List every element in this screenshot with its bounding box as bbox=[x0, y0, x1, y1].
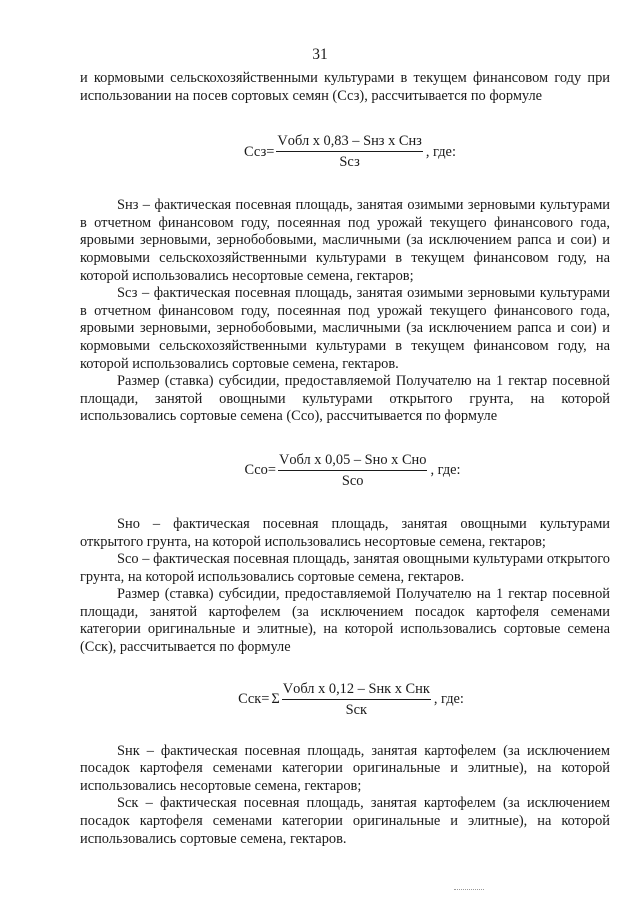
definition-sno: Sно – фактическая посевная площадь, занятая овощными культурами открытого грунта, на которой использовались несортовые семена, гектаров; bbox=[80, 515, 610, 550]
formula-lhs: Сск= bbox=[238, 691, 270, 708]
scan-artifact-divider bbox=[454, 889, 484, 891]
formula-fraction bbox=[282, 681, 431, 719]
paragraph-sso-intro: Размер (ставка) субсидии, предоставляемой Получателю на 1 гектар посевной площади, занятой овощными культурами открытого грунта, на которой использовались сортовые семена (Ссо), рассчитывается по формуле bbox=[80, 373, 610, 425]
definition-ssk: Sск – фактическая посевная площадь, занятая картофелем (за исключением посадок картофеля семенами категории оригинальные и элитные), на которой использовались сортовые семена, гектаров. bbox=[80, 795, 610, 847]
formula-numerator: Vобл x 0,05 – Sно x Сно bbox=[278, 452, 427, 471]
definition-snk: Sнк – фактическая посевная площадь, занятая картофелем (за исключением посадок картофеля семенами категории оригинальные и элитные), на которой использовались несортовые семена, гектаров; bbox=[80, 742, 610, 794]
intro-paragraph: и кормовыми сельскохозяйственными культурами в текущем финансовом году при использовании на посев сортовых семян (Ссз), рассчитывается по формуле bbox=[80, 70, 610, 104]
page-number: 31 bbox=[312, 46, 328, 63]
definition-ssz: Sсз – фактическая посевная площадь, занятая озимыми зерновыми культурами в отчетном финансовом году, посеянная под урожай текущего финансового года, яровыми зерновыми, зернобобовыми, масличными (за исключением рапса и сои) и кормовыми сельскохозяйственными культурами в текущем финансовом году, на которой использовались сортовые семена, гектаров. bbox=[80, 285, 610, 372]
formula-numerator: Vобл x 0,83 – Sнз x Снз bbox=[276, 133, 422, 152]
formula-sso bbox=[95, 452, 610, 490]
formula-denominator: Sсо bbox=[341, 472, 364, 489]
formula-ssk bbox=[92, 681, 610, 719]
formula-denominator: Sсз bbox=[339, 154, 360, 171]
formula-lhs: Ссз= bbox=[244, 143, 275, 160]
formula-denominator: Sск bbox=[345, 701, 367, 718]
formula-fraction bbox=[276, 133, 422, 171]
formula-lhs: Ссо= bbox=[244, 462, 276, 479]
document-body bbox=[80, 70, 610, 848]
formula-fraction bbox=[278, 452, 427, 490]
definition-snz: Sнз – фактическая посевная площадь, занятая озимыми зерновыми культурами в отчетном финансовом году, посеянная под урожай текущего финансового года, яровыми зерновыми, зернобобовыми, масличными (за исключением рапса и сои) и кормовыми сельскохозяйственными культурами в текущем финансовом году, на которой использовались несортовые семена, гектаров; bbox=[80, 197, 610, 284]
paragraph-ssk-intro: Размер (ставка) субсидии, предоставляемой Получателю на 1 гектар посевной площади, занятой картофелем (за исключением посадок картофеля семенами категории оригинальные и элитные), на которой использовались сортовые семена (Сск), рассчитывается по формуле bbox=[80, 586, 610, 656]
formula-tail: , где: bbox=[433, 691, 464, 708]
formula-ssz bbox=[90, 133, 610, 171]
formula-tail: , где: bbox=[430, 462, 461, 479]
formula-numerator: Vобл x 0,12 – Sнк x Снк bbox=[282, 681, 431, 700]
sigma-symbol: Σ bbox=[271, 691, 280, 708]
formula-tail: , где: bbox=[425, 143, 456, 160]
definition-sso: Sсо – фактическая посевная площадь, занятая овощными культурами открытого грунта, на которой использовались сортовые семена, гектаров. bbox=[80, 551, 610, 585]
